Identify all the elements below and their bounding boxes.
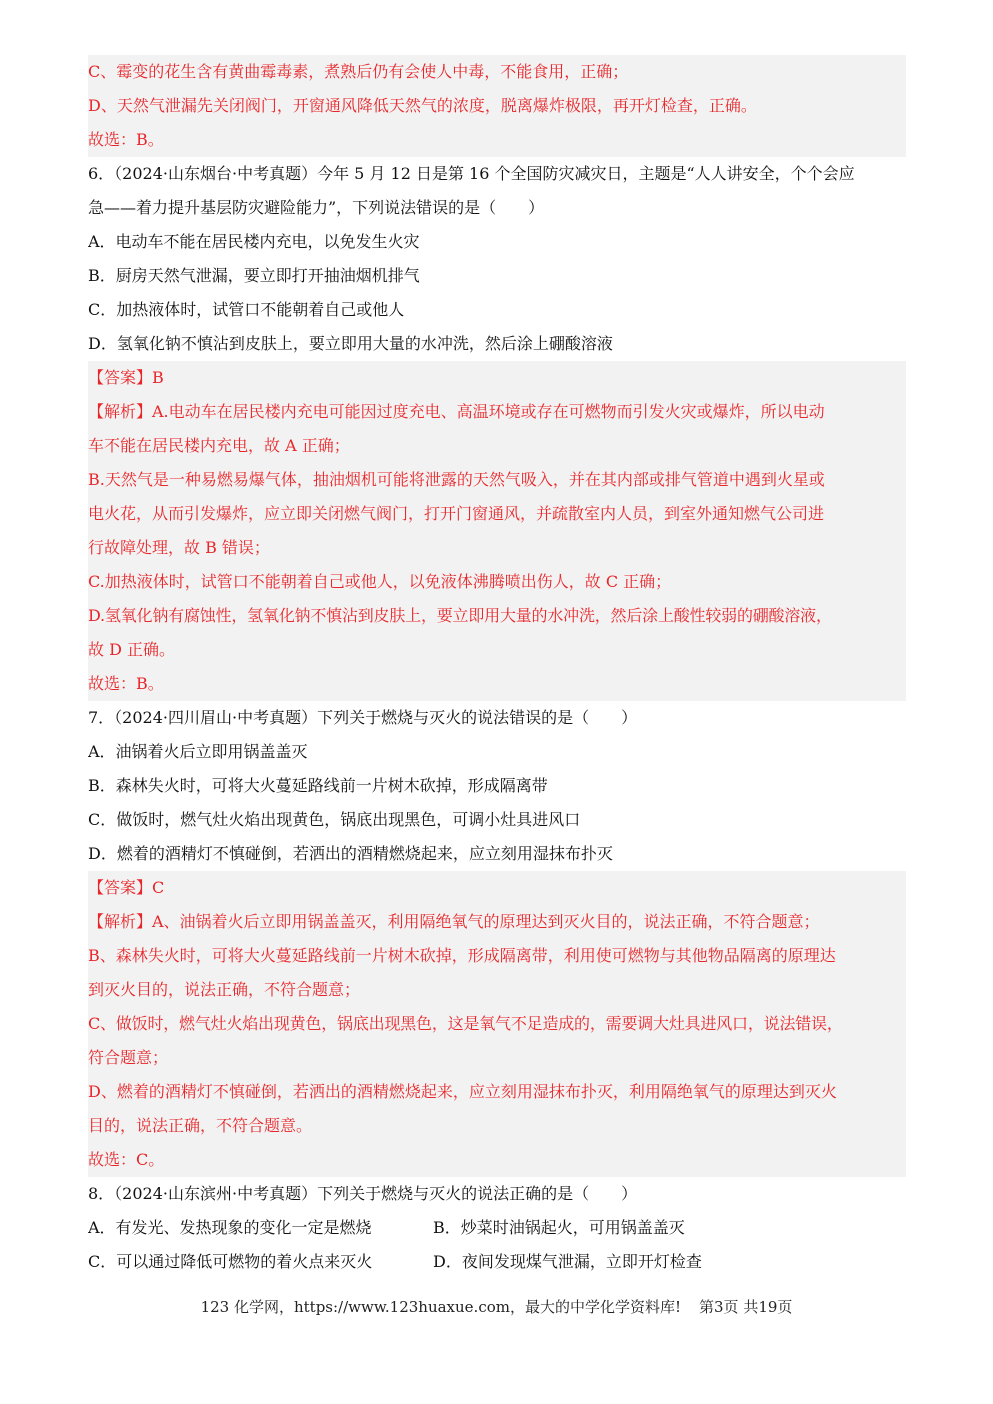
question-6-answer-block bbox=[88, 361, 906, 701]
page-footer bbox=[0, 1296, 993, 1317]
analysis-line: 符合题意； bbox=[88, 1048, 169, 1067]
option-b: B．森林失火时，可将大火蔓延路线前一片树木砍掉，形成隔离带 bbox=[88, 776, 548, 795]
option-d: D．氢氧化钠不慎沾到皮肤上，要立即用大量的水冲洗，然后涂上硼酸溶液 bbox=[88, 334, 613, 353]
question-8 bbox=[88, 1177, 906, 1279]
previous-analysis-block bbox=[88, 55, 906, 157]
option-c: C．做饭时，燃气灶火焰出现黄色，锅底出现黑色，可调小灶具进风口 bbox=[88, 810, 581, 829]
choose-line: 故选：C。 bbox=[88, 1150, 165, 1169]
analysis-line: C、做饭时，燃气灶火焰出现黄色，锅底出现黑色，这是氧气不足造成的，需要调大灶具进风口，说法错误， bbox=[88, 1014, 843, 1033]
question-7 bbox=[88, 701, 906, 871]
analysis-line: D.氢氧化钠有腐蚀性，氢氧化钠不慎沾到皮肤上，要立即用大量的水冲洗，然后涂上酸性较弱的硼酸溶液， bbox=[88, 606, 832, 625]
analysis-line: 【解析】A、油锅着火后立即用锅盖盖灭，利用隔绝氧气的原理达到灭火目的，说法正确，不符合题意； bbox=[88, 912, 820, 931]
analysis-line: D、燃着的酒精灯不慎碰倒，若洒出的酒精燃烧起来，应立刻用湿抹布扑灭，利用隔绝氧气的原理达到灭火 bbox=[88, 1082, 837, 1101]
footer-site-text: 123 化学网，https://www.123huaxue.com，最大的中学化学资料库! bbox=[200, 1298, 682, 1316]
analysis-line: 到灭火目的，说法正确，不符合题意； bbox=[88, 980, 361, 999]
document-page bbox=[88, 55, 906, 1279]
option-b: B．炒菜时油锅起火，可用锅盖盖灭 bbox=[433, 1218, 685, 1237]
answer-line: 【答案】B bbox=[88, 368, 164, 387]
question-stem: 7．（2024·四川眉山·中考真题）下列关于燃烧与灭火的说法错误的是（ ） bbox=[88, 708, 638, 727]
analysis-line: B、森林失火时，可将大火蔓延路线前一片树木砍掉，形成隔离带，利用使可燃物与其他物品隔离的原理达 bbox=[88, 946, 836, 965]
options-row-ab bbox=[88, 1211, 906, 1245]
option-d: D．夜间发现煤气泄漏，立即开灯检查 bbox=[433, 1252, 702, 1271]
option-a: A．有发光、发热现象的变化一定是燃烧 bbox=[88, 1218, 372, 1237]
option-a: A．电动车不能在居民楼内充电，以免发生火灾 bbox=[88, 232, 420, 251]
question-7-answer-block bbox=[88, 871, 906, 1177]
option-b: B．厨房天然气泄漏，要立即打开抽油烟机排气 bbox=[88, 266, 420, 285]
question-stem: 6．（2024·山东烟台·中考真题）今年 5 月 12 日是第 16 个全国防灾减灾日，主题是“人人讲安全，个个会应 bbox=[88, 164, 855, 183]
analysis-line-d: D、天然气泄漏先关闭阀门，开窗通风降低天然气的浓度，脱离爆炸极限，再开灯检查，正确。 bbox=[88, 96, 757, 115]
analysis-line: 故 D 正确。 bbox=[88, 640, 176, 659]
analysis-line: B.天然气是一种易燃易爆气体，抽油烟机可能将泄露的天然气吸入，并在其内部或排气管道中遇到火星或 bbox=[88, 470, 825, 489]
choose-line: 故选：B。 bbox=[88, 130, 164, 149]
analysis-line: 电火花，从而引发爆炸，应立即关闭燃气阀门，打开门窗通风，并疏散室内人员，到室外通知燃气公司进 bbox=[88, 504, 825, 523]
analysis-line: 【解析】A.电动车在居民楼内充电可能因过度充电、高温环境或存在可燃物而引发火灾或爆炸，所以电动 bbox=[88, 402, 825, 421]
question-stem: 8．（2024·山东滨州·中考真题）下列关于燃烧与灭火的说法正确的是（ ） bbox=[88, 1184, 638, 1203]
choose-line: 故选：B。 bbox=[88, 674, 164, 693]
analysis-line: C.加热液体时，试管口不能朝着自己或他人，以免液体沸腾喷出伤人，故 C 正确； bbox=[88, 572, 672, 591]
answer-line: 【答案】C bbox=[88, 878, 165, 897]
analysis-line: 行故障处理，故 B 错误； bbox=[88, 538, 270, 557]
page-number: 第3页 共19页 bbox=[699, 1298, 793, 1316]
analysis-line: 车不能在居民楼内充电，故 A 正确； bbox=[88, 436, 350, 455]
option-c: C．加热液体时，试管口不能朝着自己或他人 bbox=[88, 300, 405, 319]
analysis-line-c: C、霉变的花生含有黄曲霉毒素，煮熟后仍有会使人中毒，不能食用，正确； bbox=[88, 62, 629, 81]
option-d: D．燃着的酒精灯不慎碰倒，若洒出的酒精燃烧起来，应立刻用湿抹布扑灭 bbox=[88, 844, 613, 863]
option-a: A．油锅着火后立即用锅盖盖灭 bbox=[88, 742, 308, 761]
question-6 bbox=[88, 157, 906, 361]
option-c: C．可以通过降低可燃物的着火点来灭火 bbox=[88, 1252, 373, 1271]
options-row-cd bbox=[88, 1245, 906, 1279]
analysis-line: 目的，说法正确，不符合题意。 bbox=[88, 1116, 313, 1135]
question-stem-cont: 急——着力提升基层防灾避险能力”，下列说法错误的是（ ） bbox=[88, 198, 545, 217]
